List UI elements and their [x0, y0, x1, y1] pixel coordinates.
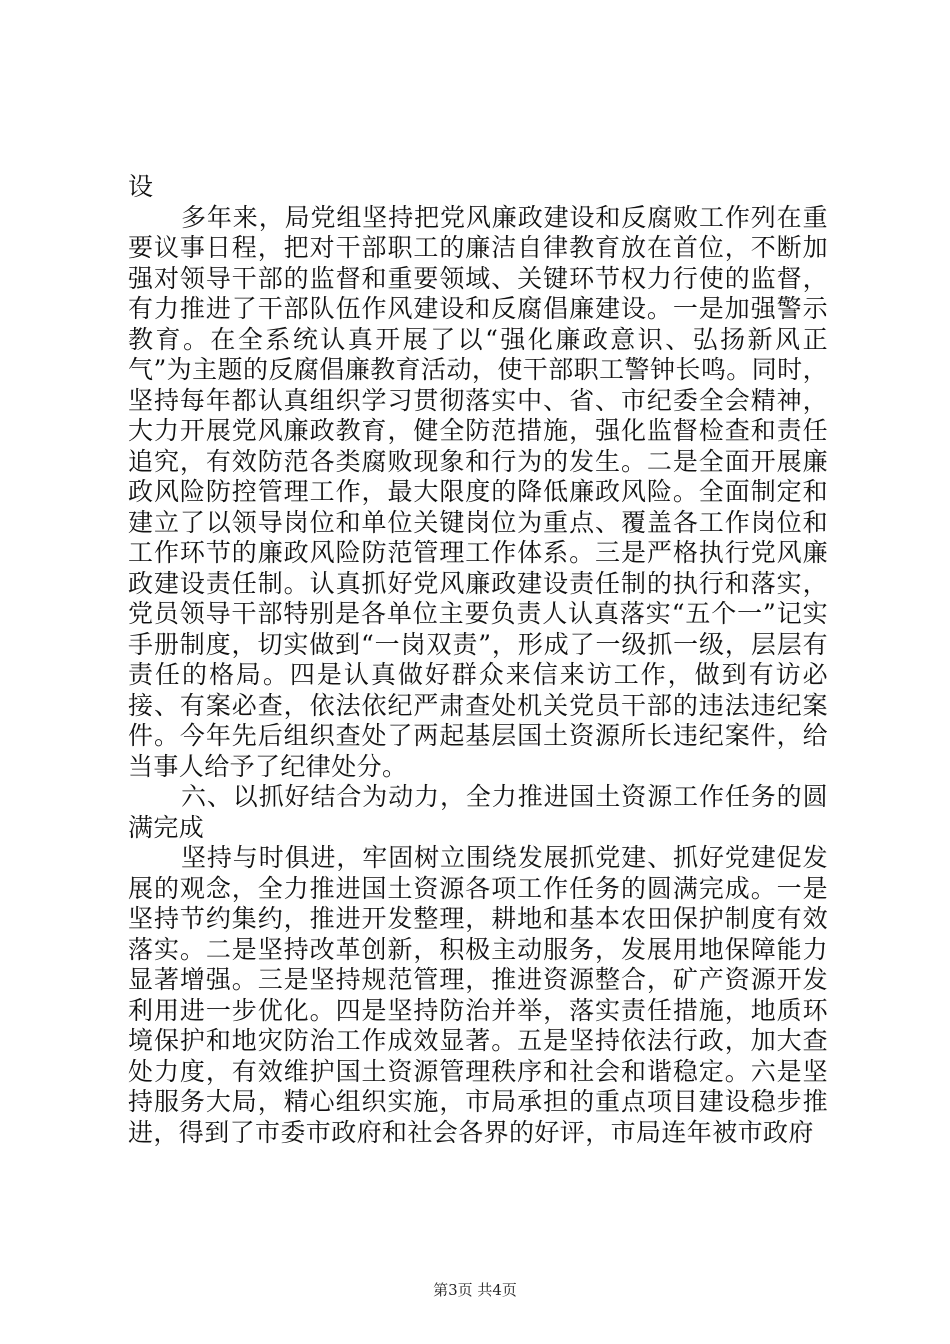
- paragraph-land-resources: 坚持与时俱进，牢固树立围绕发展抓党建、抓好党建促发展的观念，全力推进国土资源各项工作任务的圆满完成。一是坚持节约集约，推进开发整理，耕地和基本农田保护制度有效落实。二是坚持改革创新，积极主动服务，发展用地保障能力显著增强。三是坚持规范管理，推进资源整合，矿产资源开发利用进一步优化。四是坚持防治并举，落实责任措施，地质环境保护和地灾防治工作成效显著。五是坚持依法行政，加大查处力度，有效维护国土资源管理秩序和社会和谐稳定。六是坚持服务大局，精心组织实施，市局承担的重点项目建设稳步推进，得到了市委市政府和社会各界的好评，市局连年被市政府: [128, 843, 828, 1147]
- section-heading-six: 六、以抓好结合为动力，全力推进国土资源工作任务的圆满完成: [128, 782, 828, 842]
- paragraph-anticorruption: 多年来，局党组坚持把党风廉政建设和反腐败工作列在重要议事日程，把对干部职工的廉洁自律教育放在首位，不断加强对领导干部的监督和重要领域、关键环节权力行使的监督，有力推进了干部队伍作风建设和反腐倡廉建设。一是加强警示教育。在全系统认真开展了以“强化廉政意识、弘扬新风正气”为主题的反腐倡廉教育活动，使干部职工警钟长鸣。同时，坚持每年都认真组织学习贯彻落实中、省、市纪委全会精神，大力开展党风廉政教育，健全防范措施，强化监督检查和责任追究，有效防范各类腐败现象和行为的发生。二是全面开展廉政风险防控管理工作，最大限度的降低廉政风险。全面制定和建立了以领导岗位和单位关键岗位为重点、覆盖各工作岗位和工作环节的廉政风险防范管理工作体系。三是严格执行党风廉政建设责任制。认真抓好党风廉政建设责任制的执行和落实，党员领导干部特别是各单位主要负责人认真落实“五个一”记实手册制度，切实做到“一岗双责”，形成了一级抓一级，层层有责任的格局。四是认真做好群众来信来访工作，做到有访必接、有案必查，依法依纪严肃查处机关党员干部的违法违纪案件。今年先后组织查处了两起基层国土资源所长违纪案件，给当事人给予了纪律处分。: [128, 202, 828, 781]
- paragraph-continuation: 设: [128, 172, 154, 201]
- document-body: [128, 172, 828, 1148]
- page-footer: 第3页 共4页: [433, 1281, 517, 1299]
